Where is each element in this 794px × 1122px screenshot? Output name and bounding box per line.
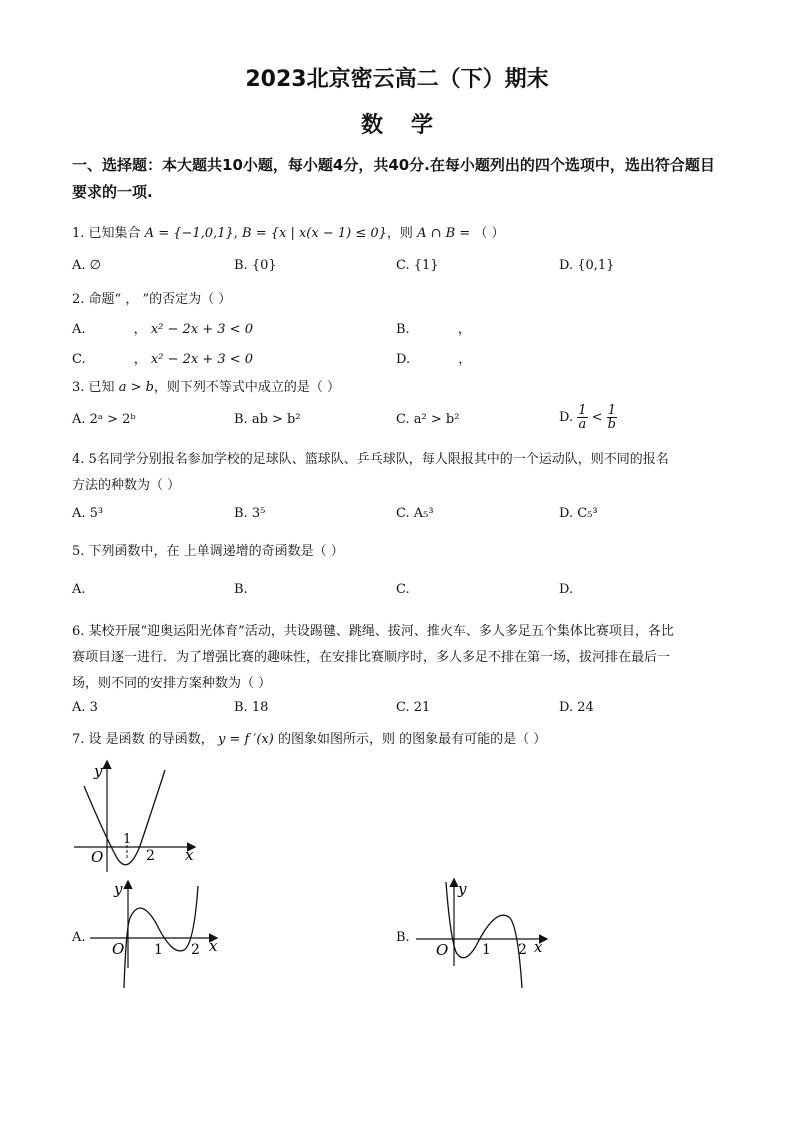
q4-option-a: A. 5³ xyxy=(72,506,104,521)
question-4-line1: 4. 5名同学分别报名参加学校的足球队、篮球队、乒乓球队，每人限报其中的一个运动队，则不同的报名 xyxy=(72,452,669,467)
q5-option-c: C. xyxy=(396,582,410,597)
question-4-line2: 方法的种数为（ ） xyxy=(72,478,181,493)
q3-frac-a-den: a xyxy=(578,417,587,432)
option-a-tick-2: 2 xyxy=(191,942,200,958)
q1-set-a: A = {−1,0,1} xyxy=(144,226,234,241)
option-a-tick-1: 1 xyxy=(154,942,163,958)
q1-expr: A ∩ B = xyxy=(417,226,471,241)
q4-option-d: D. C₅³ xyxy=(559,506,598,521)
q2-option-c: C. ， x² − 2x + 3 < 0 xyxy=(72,352,254,367)
question-7 xyxy=(72,728,546,747)
option-a-x-label: x xyxy=(209,937,218,955)
q1-set-b: B = {x | x(x − 1) ≤ 0} xyxy=(242,226,387,241)
q2-option-d: D. ， xyxy=(396,352,472,367)
derivative-graph xyxy=(70,756,200,876)
section-heading: 一、选择题：本大题共10小题，每小题4分，共40分.在每小题列出的四个选项中，选出符合题目要求的一项. xyxy=(72,156,715,201)
question-6-line1: 6. 某校开展“迎奥运阳光体育”活动，共设踢毽、跳绳、拔河、推火车、多人多足五个集体比赛项目，各比 xyxy=(72,624,674,639)
q2-option-a: A. ， x² − 2x + 3 < 0 xyxy=(72,322,253,337)
q2-option-a-expr: x² − 2x + 3 < 0 xyxy=(150,322,253,337)
q3-option-d: D. $\frac{1}{a}$ < $\frac{1}{b}$ xyxy=(559,403,616,432)
graph-x-label: x xyxy=(185,846,194,864)
q3-frac-b-num: 1 xyxy=(607,403,616,418)
q3-option-b: B. ab > b² xyxy=(234,412,301,427)
question-6-line2: 赛项目逐一进行．为了增强比赛的趣味性，在安排比赛顺序时，多人多足不排在第一场，拔河排在最后一 xyxy=(72,650,671,665)
q3-fraction-b xyxy=(607,404,617,431)
q7-stem-a: 7. 设 是函数 的导函数， xyxy=(72,732,214,747)
q3-option-a: A. 2ᵃ > 2ᵇ xyxy=(72,412,136,427)
q1-paren: （ ） xyxy=(474,226,505,241)
q3-condition: a > b xyxy=(118,380,154,395)
q1-option-a: A. ∅ xyxy=(72,258,101,273)
q1-option-c: C. {1} xyxy=(396,258,439,273)
q3-option-c: C. a² > b² xyxy=(396,412,460,427)
q1-stem-a: 1. 已知集合 xyxy=(72,226,141,241)
option-b-x-label: x xyxy=(534,938,543,956)
option-a-curve xyxy=(124,886,198,988)
q4-option-b: B. 3⁵ xyxy=(234,506,266,521)
q3-stem-b: ，则下列不等式中成立的是（ ） xyxy=(153,380,341,395)
q2-option-c-expr: x² − 2x + 3 < 0 xyxy=(150,352,254,367)
q3-fraction-a xyxy=(577,404,587,431)
graph-tick-2: 2 xyxy=(146,848,155,864)
q2-option-b-label: B. xyxy=(396,322,410,337)
q7-option-a: A. xyxy=(72,930,86,945)
q6-option-a: A. 3 xyxy=(72,700,98,715)
q6-option-b: B. 18 xyxy=(234,700,269,715)
question-2: 2. 命题“ ， ”的否定为（ ） xyxy=(72,292,232,307)
q1-option-d: D. {0,1} xyxy=(559,258,615,273)
subject-title: 数学 xyxy=(360,113,461,138)
option-b-graph xyxy=(414,876,554,992)
exam-title: 2023北京密云高二（下）期末 xyxy=(245,67,549,92)
q4-option-c: C. A₅³ xyxy=(396,506,434,521)
option-b-origin: O xyxy=(436,941,449,959)
q1-stem-b: ，则 xyxy=(386,226,413,241)
q2-option-a-label: A. xyxy=(72,322,86,337)
question-6-line3: 场，则不同的安排方案种数为（ ） xyxy=(72,676,272,691)
option-a-graph xyxy=(88,878,228,990)
option-b-y-label: y xyxy=(458,880,467,898)
q3-option-d-label: D. xyxy=(559,410,574,425)
graph-y-label: y xyxy=(94,762,103,780)
option-b-tick-2: 2 xyxy=(518,942,527,958)
q3-frac-b-den: b xyxy=(607,417,616,432)
option-a-origin: O xyxy=(112,940,125,958)
q6-option-d: D. 24 xyxy=(559,700,594,715)
q5-option-b: B. xyxy=(234,582,248,597)
q5-option-d: D. xyxy=(559,582,574,597)
option-a-y-label: y xyxy=(114,880,123,898)
graph-origin: O xyxy=(91,848,104,866)
q7-expr: y = f ′(x) xyxy=(217,732,274,747)
q2-option-d-label: D. xyxy=(396,352,411,367)
graph-tick-1: 1 xyxy=(123,832,132,847)
question-1: 1. 已知集合 A = {−1,0,1}, B = {x | x(x − 1) ≤ 0}，则 A ∩ B = （ ） xyxy=(72,226,505,241)
question-3 xyxy=(72,376,340,395)
question-5: 5. 下列函数中，在 上单调递增的奇函数是（ ） xyxy=(72,544,344,559)
q2-option-c-label: C. xyxy=(72,352,86,367)
q1-option-b: B. {0} xyxy=(234,258,277,273)
q7-option-b: B. xyxy=(396,930,410,945)
q6-option-c: C. 21 xyxy=(396,700,431,715)
q2-option-b: B. ， xyxy=(396,322,471,337)
q3-stem-a: 3. 已知 xyxy=(72,380,115,395)
option-b-tick-1: 1 xyxy=(482,942,491,958)
q7-stem-b: 的图象如图所示，则 的图象最有可能的是（ ） xyxy=(277,732,547,747)
q3-frac-a-num: 1 xyxy=(578,403,587,418)
q5-option-a: A. xyxy=(72,582,86,597)
